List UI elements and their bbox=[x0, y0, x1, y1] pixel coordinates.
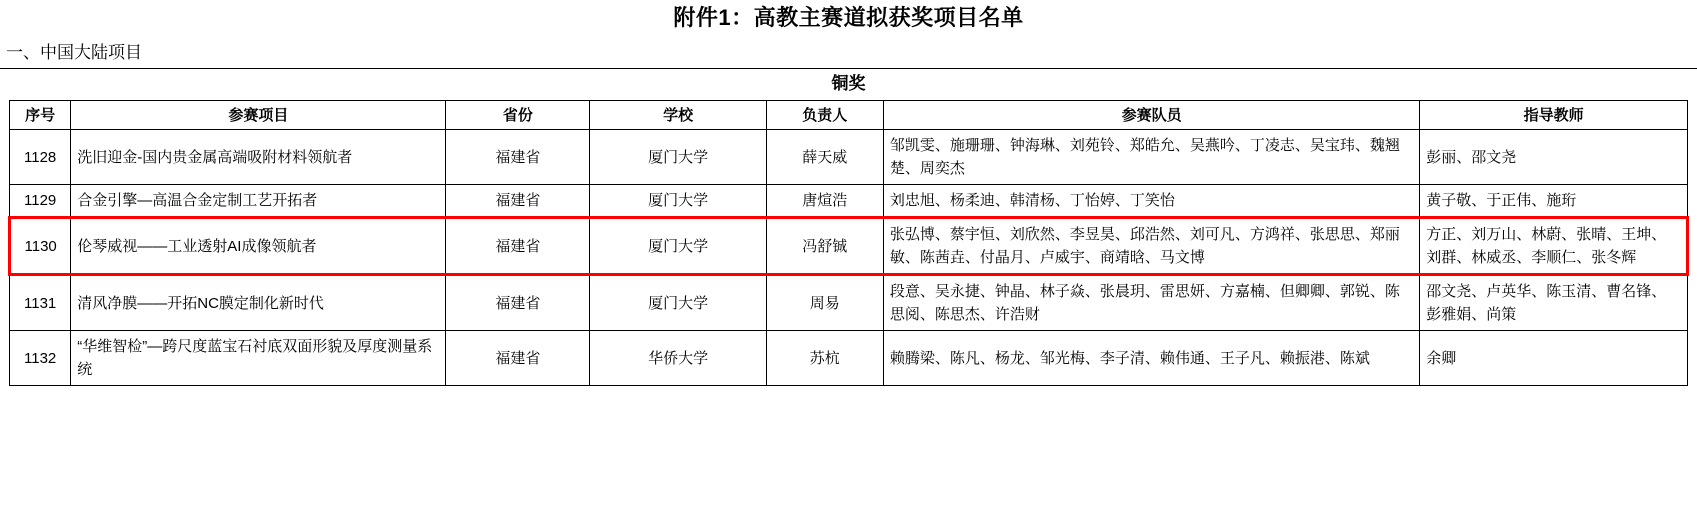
cell-leader: 冯舒铖 bbox=[766, 218, 883, 275]
column-header-school: 学校 bbox=[590, 101, 766, 130]
cell-project: 清风净膜——开拓NC膜定制化新时代 bbox=[71, 275, 446, 331]
cell-members: 段意、吴永捷、钟晶、林子焱、张晨玥、雷思妍、方嘉楠、但卿卿、郭锐、陈思阅、陈思杰、许浩财 bbox=[883, 275, 1419, 331]
cell-members: 赖腾梁、陈凡、杨龙、邹光梅、李子清、赖伟通、王子凡、赖振港、陈斌 bbox=[883, 331, 1419, 386]
cell-leader: 薛天威 bbox=[766, 130, 883, 185]
award-list-table bbox=[8, 100, 1689, 386]
column-header-members: 参赛队员 bbox=[883, 101, 1419, 130]
cell-province: 福建省 bbox=[446, 331, 590, 386]
column-header-index: 序号 bbox=[10, 101, 71, 130]
cell-teachers: 彭丽、邵文尧 bbox=[1420, 130, 1688, 185]
table-header bbox=[10, 101, 1688, 130]
cell-province: 福建省 bbox=[446, 130, 590, 185]
cell-leader: 苏杭 bbox=[766, 331, 883, 386]
cell-province: 福建省 bbox=[446, 275, 590, 331]
cell-leader: 唐煊浩 bbox=[766, 185, 883, 218]
page-title: 附件1：高教主赛道拟获奖项目名单 bbox=[673, 5, 1024, 30]
table-row bbox=[10, 185, 1688, 218]
cell-index: 1132 bbox=[10, 331, 71, 386]
table-row-highlighted bbox=[10, 218, 1688, 275]
cell-school: 华侨大学 bbox=[590, 331, 766, 386]
cell-teachers: 方正、刘万山、林蔚、张晴、王坤、刘群、林威丞、李顺仁、张冬辉 bbox=[1420, 218, 1688, 275]
cell-index: 1129 bbox=[10, 185, 71, 218]
table-row bbox=[10, 275, 1688, 331]
cell-project: “华维智检”—跨尺度蓝宝石衬底双面形貌及厚度测量系统 bbox=[71, 331, 446, 386]
table-header-row bbox=[10, 101, 1688, 130]
cell-index: 1131 bbox=[10, 275, 71, 331]
cell-school: 厦门大学 bbox=[590, 130, 766, 185]
column-header-province: 省份 bbox=[446, 101, 590, 130]
cell-teachers: 邵文尧、卢英华、陈玉清、曹名锋、彭雅娟、尚策 bbox=[1420, 275, 1688, 331]
award-level-label: 铜奖 bbox=[831, 74, 866, 93]
cell-index: 1128 bbox=[10, 130, 71, 185]
cell-teachers: 余卿 bbox=[1420, 331, 1688, 386]
cell-project: 洗旧迎金-国内贵金属高端吸附材料领航者 bbox=[71, 130, 446, 185]
cell-school: 厦门大学 bbox=[590, 218, 766, 275]
cell-leader: 周易 bbox=[766, 275, 883, 331]
cell-index: 1130 bbox=[10, 218, 71, 275]
cell-project: 伦琴威视——工业透射AI成像领航者 bbox=[71, 218, 446, 275]
cell-members: 邹凯雯、施珊珊、钟海琳、刘苑铃、郑皓允、吴燕吟、丁凌志、吴宝玮、魏翘楚、周奕杰 bbox=[883, 130, 1419, 185]
column-header-project: 参赛项目 bbox=[71, 101, 446, 130]
table-body bbox=[10, 130, 1688, 386]
column-header-teachers: 指导教师 bbox=[1420, 101, 1688, 130]
cell-teachers: 黄子敬、于正伟、施珩 bbox=[1420, 185, 1688, 218]
cell-school: 厦门大学 bbox=[590, 185, 766, 218]
section-heading: 一、中国大陆项目 bbox=[0, 38, 1697, 69]
table-row bbox=[10, 331, 1688, 386]
cell-members: 张弘博、蔡宇恒、刘欣然、李昱昊、邱浩然、刘可凡、方鸿祥、张思思、郑丽敏、陈茜垚、付晶月、卢威宇、商靖晗、马文博 bbox=[883, 218, 1419, 275]
table-row bbox=[10, 130, 1688, 185]
column-header-leader: 负责人 bbox=[766, 101, 883, 130]
cell-school: 厦门大学 bbox=[590, 275, 766, 331]
cell-members: 刘忠旭、杨柔迪、韩清杨、丁怡婷、丁笑怡 bbox=[883, 185, 1419, 218]
cell-province: 福建省 bbox=[446, 218, 590, 275]
cell-project: 合金引擎—高温合金定制工艺开拓者 bbox=[71, 185, 446, 218]
cell-province: 福建省 bbox=[446, 185, 590, 218]
